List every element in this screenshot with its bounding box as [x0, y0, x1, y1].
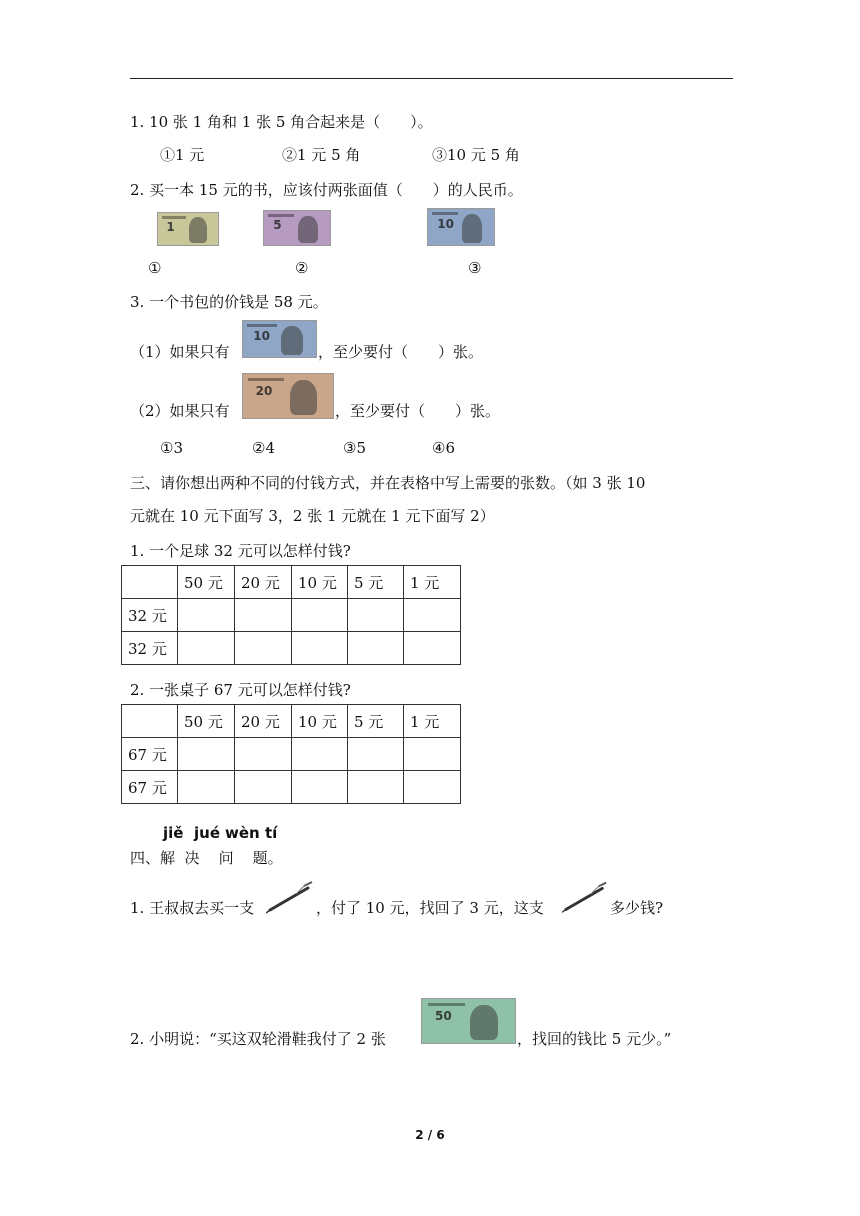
answer-cell[interactable]	[292, 632, 348, 665]
question-2-mark-2: ②	[295, 259, 309, 277]
problem-1-part-b: ，付了 10 元，找回了 3 元，这支	[316, 899, 544, 917]
table-header-cell: 10 元	[292, 705, 348, 738]
problem-2-part-a: 2. 小明说：“买这双轮滑鞋我付了 2 张	[130, 1030, 386, 1048]
answer-cell[interactable]	[235, 599, 292, 632]
question-3-option-3: ③5	[343, 439, 366, 457]
answer-cell[interactable]	[235, 632, 292, 665]
pinyin-wen: wèn	[225, 824, 260, 842]
table-header-row	[122, 705, 461, 738]
banknote-value: 5	[273, 218, 282, 233]
banknote-5-yuan-image	[263, 210, 331, 246]
section-3-instruction-line-1: 三、请你想出两种不同的付钱方式，并在表格中写上需要的张数。（如 3 张 10	[130, 474, 646, 492]
table-row	[122, 599, 461, 632]
table-header-cell	[122, 566, 178, 599]
question-2-stem: 2. 买一本 15 元的书，应该付两张面值（ ）的人民币。	[130, 181, 523, 199]
table-header-cell: 20 元	[235, 566, 292, 599]
banknote-10-yuan-image	[242, 320, 317, 358]
answer-cell[interactable]	[178, 599, 235, 632]
answer-cell[interactable]	[292, 599, 348, 632]
page-number: 2 / 6	[415, 1128, 445, 1142]
answer-cell[interactable]	[404, 738, 461, 771]
question-2-mark-1: ①	[148, 259, 162, 277]
answer-cell[interactable]	[348, 632, 404, 665]
table-row	[122, 632, 461, 665]
pinyin-jue: jué	[194, 824, 220, 842]
answer-cell[interactable]	[348, 738, 404, 771]
question-3-part-1-suffix: ，至少要付（ ）张。	[318, 343, 484, 361]
question-3-stem: 3. 一个书包的价钱是 58 元。	[130, 293, 328, 311]
question-1-stem: 1. 10 张 1 角和 1 张 5 角合起来是（ ）。	[130, 113, 433, 131]
question-3-part-2-prefix: （2）如果只有	[130, 402, 230, 420]
payment-table-1	[121, 565, 461, 665]
table-header-cell: 50 元	[178, 566, 235, 599]
table-row	[122, 738, 461, 771]
table-header-cell: 50 元	[178, 705, 235, 738]
answer-cell[interactable]	[404, 599, 461, 632]
table-row	[122, 771, 461, 804]
table-header-row	[122, 566, 461, 599]
table-header-cell: 20 元	[235, 705, 292, 738]
table-2-stem: 2. 一张桌子 67 元可以怎样付钱?	[130, 681, 351, 699]
pinyin-jie: jiě	[163, 824, 184, 842]
answer-cell[interactable]	[178, 632, 235, 665]
answer-cell[interactable]	[404, 771, 461, 804]
payment-table-2	[121, 704, 461, 804]
pen-icon	[266, 880, 316, 914]
table-1-stem: 1. 一个足球 32 元可以怎样付钱?	[130, 542, 351, 560]
question-3-part-1-prefix: （1）如果只有	[130, 343, 230, 361]
answer-cell[interactable]	[348, 771, 404, 804]
banknote-value: 10	[253, 328, 270, 343]
answer-cell[interactable]	[292, 738, 348, 771]
banknote-value: 1	[166, 220, 175, 235]
row-label: 67 元	[122, 738, 178, 771]
banknote-50-yuan-image	[421, 998, 516, 1044]
table-header-cell: 1 元	[404, 566, 461, 599]
table-header-cell: 1 元	[404, 705, 461, 738]
banknote-1-yuan-image	[157, 212, 219, 246]
pen-icon	[562, 880, 610, 914]
question-1-option-1: ①1 元	[160, 146, 205, 164]
row-label: 67 元	[122, 771, 178, 804]
question-3-option-4: ④6	[432, 439, 455, 457]
answer-cell[interactable]	[178, 771, 235, 804]
question-2-mark-3: ③	[468, 259, 482, 277]
banknote-10-yuan-image	[427, 208, 495, 246]
question-3-part-2-suffix: ，至少要付（ ）张。	[335, 402, 501, 420]
answer-cell[interactable]	[178, 738, 235, 771]
answer-cell[interactable]	[235, 771, 292, 804]
banknote-value: 20	[255, 383, 273, 398]
banknote-value: 50	[435, 1008, 452, 1023]
banknote-20-yuan-image	[242, 373, 334, 419]
answer-cell[interactable]	[292, 771, 348, 804]
row-label: 32 元	[122, 632, 178, 665]
problem-1-part-c: 多少钱?	[610, 899, 664, 917]
table-header-cell	[122, 705, 178, 738]
section-3-instruction-line-2: 元就在 10 元下面写 3，2 张 1 元就在 1 元下面写 2）	[130, 507, 495, 525]
question-3-option-2: ②4	[252, 439, 275, 457]
table-header-cell: 5 元	[348, 566, 404, 599]
section-4-title: 四、解 决 问 题。	[130, 849, 283, 867]
pinyin-ti: tí	[265, 824, 278, 842]
table-header-cell: 10 元	[292, 566, 348, 599]
problem-1-part-a: 1. 王叔叔去买一支	[130, 899, 255, 917]
table-header-cell: 5 元	[348, 705, 404, 738]
banknote-value: 10	[437, 216, 454, 231]
answer-cell[interactable]	[404, 632, 461, 665]
question-1-option-3: ③10 元 5 角	[432, 146, 520, 164]
answer-cell[interactable]	[348, 599, 404, 632]
row-label: 32 元	[122, 599, 178, 632]
answer-cell[interactable]	[235, 738, 292, 771]
problem-2-part-b: ，找回的钱比 5 元少。”	[517, 1030, 672, 1048]
question-1-option-2: ②1 元 5 角	[282, 146, 361, 164]
header-rule	[130, 78, 733, 79]
question-3-option-1: ①3	[160, 439, 183, 457]
